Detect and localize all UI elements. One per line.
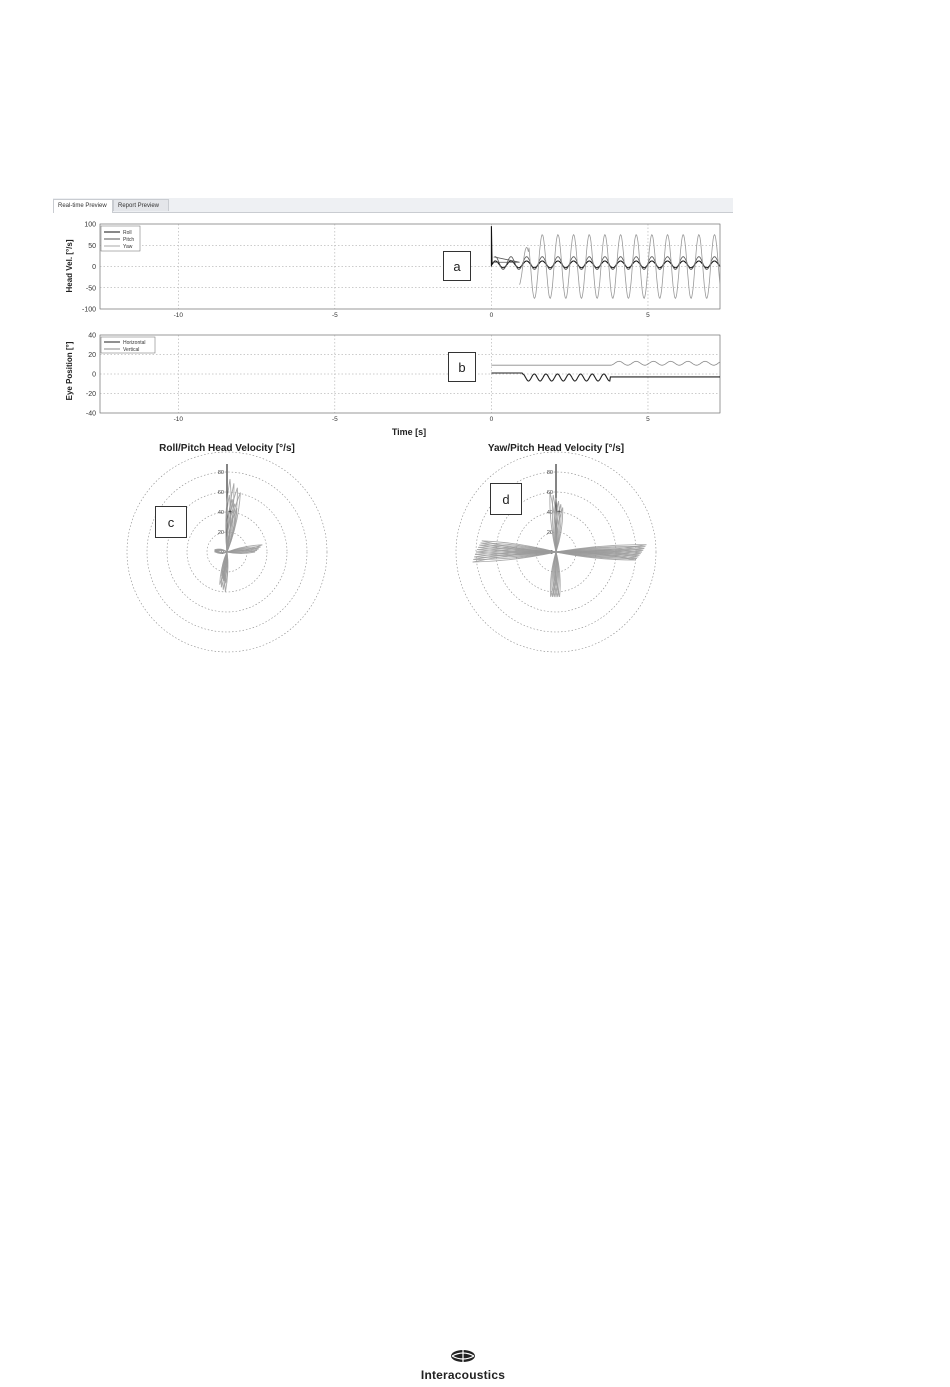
head-velocity-chart <box>65 222 720 320</box>
y-tick-label: 100 <box>84 221 96 229</box>
yaw-pitch-title: Yaw/Pitch Head Velocity [°/s] <box>487 443 625 454</box>
ring-label: 20 <box>217 530 224 536</box>
y-tick-label: 40 <box>88 332 96 340</box>
x-tick-label: 5 <box>646 416 650 423</box>
head-velocity-legend <box>101 226 140 251</box>
roll-pitch-polar-plot <box>127 452 327 652</box>
x-tick-label: -10 <box>173 312 183 319</box>
x-tick-label: 0 <box>489 312 494 319</box>
eye-position-legend <box>101 337 155 353</box>
polar-marker: + <box>557 509 562 516</box>
polar-marker: + <box>228 509 233 516</box>
x-tick-label: -10 <box>173 416 183 423</box>
ring-label: 0 <box>220 550 224 556</box>
ring-label: 20 <box>546 530 553 536</box>
y-tick-label: 50 <box>88 242 96 250</box>
y-tick-label: -40 <box>85 410 96 418</box>
x-tick-label: 0 <box>489 416 494 423</box>
eye-position-ylabel: Eye Position [°] <box>65 341 74 401</box>
ring-label: 60 <box>217 490 224 496</box>
legend-yaw: Yaw <box>123 244 133 250</box>
panel-label-c: c <box>155 506 187 538</box>
interacoustics-logo <box>398 1349 528 1382</box>
legend-horizontal: Horizontal <box>123 340 146 346</box>
y-tick-label: 20 <box>88 352 96 359</box>
head-velocity-y-ticks <box>82 222 96 314</box>
ring-label: 0 <box>549 550 553 556</box>
x-tick-label: -5 <box>331 312 338 319</box>
ring-label: 60 <box>546 490 553 496</box>
y-tick-label: -100 <box>81 306 96 314</box>
ring-label: 80 <box>217 470 224 476</box>
yaw-pitch-polar-chart <box>456 443 656 652</box>
ring-label: 40 <box>217 510 224 516</box>
eye-position-y-ticks <box>86 333 96 418</box>
yaw-pitch-polar-plot <box>456 452 656 652</box>
logo-text: Interacoustics <box>420 1368 506 1382</box>
legend-roll: Roll <box>123 230 132 236</box>
head-velocity-plot-area <box>100 224 720 309</box>
interacoustics-logo-icon <box>450 1349 476 1363</box>
tab-report-preview[interactable]: Report Preview <box>113 199 169 211</box>
y-tick-label: 0 <box>92 264 96 271</box>
ring-label: 40 <box>546 510 553 516</box>
legend-vertical: Vertical <box>123 347 140 353</box>
x-tick-label: 5 <box>646 312 650 319</box>
ring-label: 80 <box>546 470 553 476</box>
roll-pitch-title: Roll/Pitch Head Velocity [°/s] <box>159 443 295 454</box>
panel-label-d: d <box>490 483 522 515</box>
eye-position-x-ticks <box>174 416 651 423</box>
roll-pitch-polar-chart <box>127 443 327 652</box>
x-tick-label: -5 <box>331 416 338 423</box>
panel-label-b: b <box>448 352 476 382</box>
eye-position-chart <box>65 333 720 438</box>
y-tick-label: -20 <box>85 391 96 398</box>
panel-label-a: a <box>443 251 471 281</box>
head-velocity-ylabel: Head Vel. [°/s] <box>65 239 74 293</box>
head-velocity-x-ticks <box>174 312 651 319</box>
eye-position-plot-area <box>100 335 720 413</box>
time-xlabel: Time [s] <box>391 427 427 437</box>
app-window <box>53 198 733 660</box>
legend-pitch: Pitch <box>123 237 135 243</box>
charts-area <box>53 198 733 660</box>
y-tick-label: -50 <box>85 285 96 293</box>
y-tick-label: 0 <box>92 371 96 379</box>
tab-realtime-preview[interactable]: Real-time Preview <box>53 199 113 213</box>
